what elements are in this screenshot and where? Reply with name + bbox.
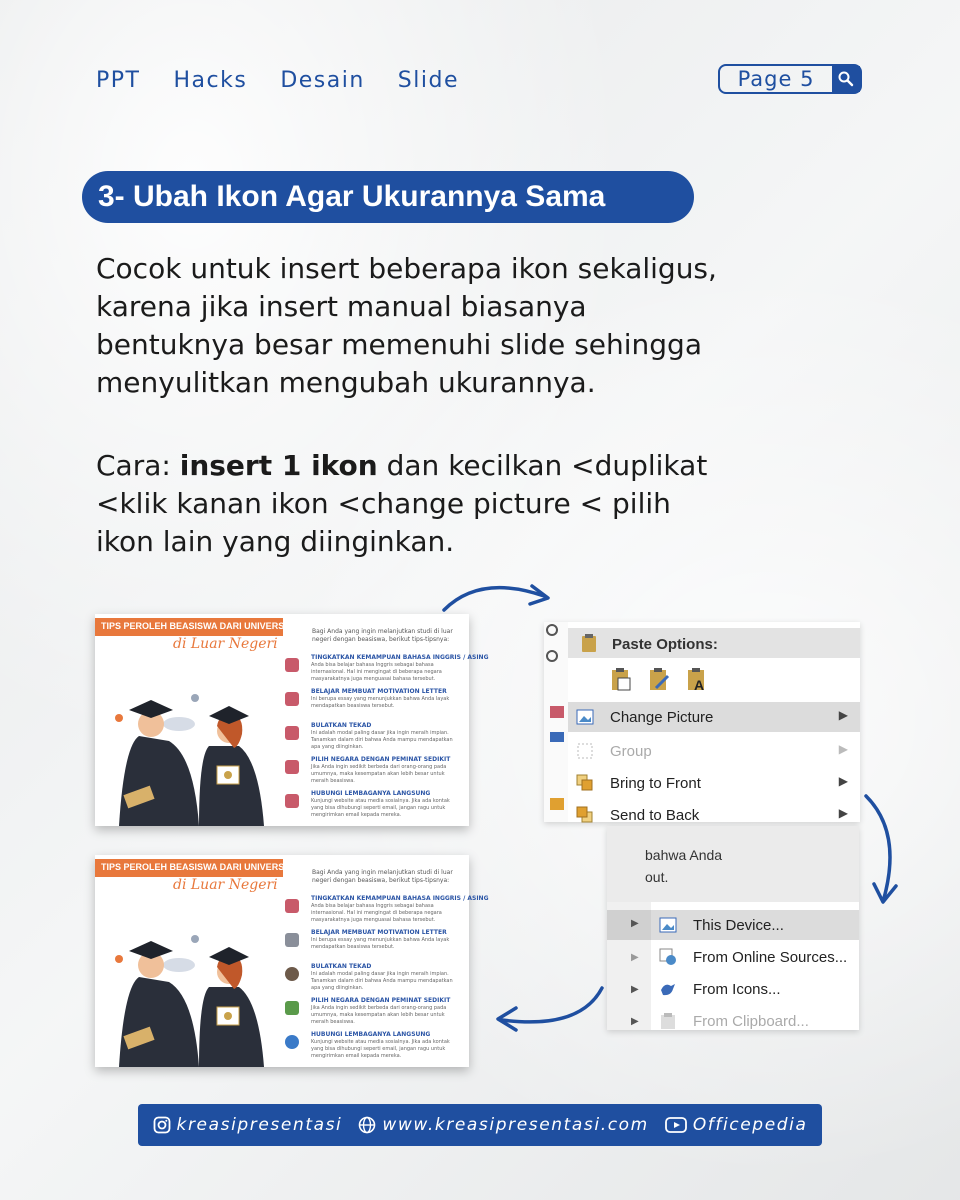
slide-subtitle: di Luar Negeri xyxy=(173,877,278,893)
slide-item-title: HUBUNGI LEMBAGANYA LANGSUNG xyxy=(311,1031,431,1038)
menu-item-change-picture[interactable] xyxy=(568,702,860,732)
slide-item-title: BULATKAN TEKAD xyxy=(311,963,372,970)
chevron-right-icon: ▶ xyxy=(838,806,848,820)
nav-item-desain: Desain xyxy=(280,68,365,93)
chevron-right-icon: ▶ xyxy=(631,984,639,995)
slide-item-desc: Kunjungi website atau media sosialnya. Jika ada kontak yang bisa dihubungi seperti email, jangan ragu untuk mengirimkan email kepada mereka. xyxy=(311,798,450,818)
paste-text-only-icon[interactable] xyxy=(686,666,708,692)
slide-item-title: BULATKAN TEKAD xyxy=(311,722,372,729)
change-picture-submenu xyxy=(607,826,859,1030)
slide-item-title: PILIH NEGARA DENGAN PEMINAT SEDIKIT xyxy=(311,997,451,1004)
website-url: www.kreasipresentasi.com xyxy=(382,1115,649,1135)
speech-bubble-icon xyxy=(285,692,299,706)
slide-banner-text: TIPS PEROLEH BEASISWA DARI UNIVERSITAS xyxy=(101,862,305,872)
steps-prefix: Cara: xyxy=(96,449,180,482)
menu-gutter xyxy=(544,622,568,822)
device-picture-icon xyxy=(659,916,677,934)
footer-website[interactable] xyxy=(358,1115,648,1135)
speech-bubble-icon xyxy=(285,726,299,740)
snippet-line: bahwa Anda xyxy=(645,847,723,863)
slide-item-desc: Jika Anda ingin sedikit berbeda dari orang-orang pada umumnya, maka kesempatan akan lebih besar untuk meraih beasiswa. xyxy=(311,1005,447,1025)
slide-text-snippet xyxy=(607,826,859,902)
submenu-item-label: This Device... xyxy=(693,917,784,934)
chevron-right-icon: ▶ xyxy=(631,1016,639,1027)
page-indicator xyxy=(718,64,862,94)
steps-line: ikon lain yang diinginkan. xyxy=(96,525,455,558)
chevron-right-icon: ▶ xyxy=(838,774,848,788)
speech-bubble-icon xyxy=(285,760,299,774)
globe-picture-icon xyxy=(659,948,677,966)
slide-item-desc: Anda bisa belajar bahasa Inggris sebagai bahasa internasional. Hal ini mengingat di beberapa negara masyarakatnya juga menguasai bahasa tersebut. xyxy=(311,662,442,682)
slide-intro: Bagi Anda yang ingin melanjutkan studi di luar negeri dengan beasiswa, berikut tips-tipsnya: xyxy=(312,628,453,643)
steps-bold: insert 1 ikon xyxy=(179,449,378,482)
instagram-handle: kreasipresentasi xyxy=(176,1115,343,1135)
clipboard-icon xyxy=(580,633,598,653)
slide-item-title: TINGKATKAN KEMAMPUAN BAHASA INGGRIS / ASING xyxy=(311,895,489,902)
slide-thumbnail-before xyxy=(95,614,489,826)
slide-item-desc: Anda bisa belajar bahasa Inggris sebagai bahasa internasional. Hal ini mengingat di beberapa negara masyarakatnya juga menguasai bahasa tersebut. xyxy=(311,903,442,923)
icons-bird-icon xyxy=(659,980,677,998)
youtube-channel: Officepedia xyxy=(692,1115,808,1135)
paste-options-label: Paste Options: xyxy=(612,636,718,653)
slide-item-desc: Ini berupa essay yang menunjukkan bahwa Anda layak mendapatkan beasiswa tersebut. xyxy=(311,696,450,709)
nav-item-ppt: PPT xyxy=(96,68,141,93)
submenu-item-online-sources[interactable] xyxy=(651,942,859,972)
footer-instagram[interactable] xyxy=(153,1115,343,1135)
graduates-illustration xyxy=(99,927,279,1067)
slide-item-title: HUBUNGI LEMBAGANYA LANGSUNG xyxy=(311,790,431,797)
youtube-icon xyxy=(665,1117,687,1133)
target-icon xyxy=(285,967,299,981)
submenu-item-label: From Online Sources... xyxy=(693,949,848,966)
slide-item-title: BELAJAR MEMBUAT MOTIVATION LETTER xyxy=(311,688,447,695)
group-icon xyxy=(576,742,594,760)
submenu-item-label: From Icons... xyxy=(693,981,781,998)
send-to-back-icon xyxy=(576,806,594,824)
menu-item-label: Change Picture xyxy=(610,709,714,726)
slide-item-desc: Jika Anda ingin sedikit berbeda dari orang-orang pada umumnya, maka kesempatan akan lebih besar untuk meraih beasiswa. xyxy=(311,764,447,784)
envelope-icon xyxy=(285,933,299,947)
nav-item-hacks: Hacks xyxy=(173,68,248,93)
chevron-right-icon: ▶ xyxy=(838,742,848,756)
description-line: karena jika insert manual biasanya xyxy=(96,290,587,323)
slide-item-desc: Ini berupa essay yang menunjukkan bahwa Anda layak mendapatkan beasiswa tersebut. xyxy=(311,937,450,950)
description-line: Cocok untuk insert beberapa ikon sekaligus, xyxy=(96,252,717,285)
speech-bubble-icon xyxy=(285,794,299,808)
slide-item-title: TINGKATKAN KEMAMPUAN BAHASA INGGRIS / ASING xyxy=(311,654,489,661)
picture-icon xyxy=(576,708,594,726)
clipboard-icon xyxy=(659,1012,677,1030)
description-line: bentuknya besar memenuhi slide sehingga xyxy=(96,328,702,361)
globe-icon xyxy=(358,1116,376,1134)
slide-item-desc: Ini adalah modal paling dasar jika ingin meraih impian. Tanamkan dalam diri bahwa Anda mampu mendapatkan apa yang diinginkan. xyxy=(311,730,453,750)
menu-item-label: Send to Back xyxy=(610,807,700,824)
instagram-icon xyxy=(153,1116,171,1134)
slide-thumbnail-after xyxy=(95,855,489,1067)
chevron-right-icon: ▶ xyxy=(631,918,639,929)
submenu-item-clipboard[interactable] xyxy=(651,1006,859,1036)
menu-item-bring-to-front[interactable] xyxy=(568,768,860,798)
slide-item-desc: Kunjungi website atau media sosialnya. Jika ada kontak yang bisa dihubungi seperti email, jangan ragu untuk mengirimkan email kepada mereka. xyxy=(311,1039,450,1059)
snippet-text xyxy=(645,844,722,888)
steps-paragraph xyxy=(96,447,776,561)
steps-rest: dan kecilkan <duplikat xyxy=(377,449,708,482)
description-paragraph xyxy=(96,250,816,402)
paste-keep-source-icon[interactable] xyxy=(610,666,632,692)
submenu-item-label: From Clipboard... xyxy=(693,1013,809,1030)
svg-text:A: A xyxy=(694,677,705,693)
submenu-item-this-device[interactable] xyxy=(651,910,859,940)
chevron-right-icon: ▶ xyxy=(631,952,639,963)
slide-item-title: PILIH NEGARA DENGAN PEMINAT SEDIKIT xyxy=(311,756,451,763)
steps-line xyxy=(96,447,776,485)
slide-subtitle: di Luar Negeri xyxy=(173,636,278,652)
top-nav xyxy=(96,68,459,93)
curved-arrow-right-icon xyxy=(440,574,560,614)
paste-options-header xyxy=(568,628,860,658)
flag-icon xyxy=(285,1001,299,1015)
nav-item-slide: Slide xyxy=(397,68,459,93)
chevron-right-icon: ▶ xyxy=(838,708,848,722)
description-line: menyulitkan mengubah ukurannya. xyxy=(96,366,596,399)
speech-bubble-icon xyxy=(285,658,299,672)
node-icon xyxy=(544,622,568,822)
footer-youtube[interactable] xyxy=(665,1115,808,1135)
curved-arrow-left-icon xyxy=(490,984,610,1034)
menu-item-label: Bring to Front xyxy=(610,775,701,792)
at-sign-icon xyxy=(285,1035,299,1049)
speech-bubble-icon xyxy=(285,899,299,913)
graduates-illustration xyxy=(99,686,279,826)
submenu-item-from-icons[interactable] xyxy=(651,974,859,1004)
footer-bar xyxy=(138,1104,822,1146)
page-label: Page 5 xyxy=(737,67,815,91)
slide-banner-text: TIPS PEROLEH BEASISWA DARI UNIVERSITAS xyxy=(101,621,305,631)
steps-line: <klik kanan ikon <change picture < pilih xyxy=(96,487,671,520)
context-menu xyxy=(544,622,860,822)
slide-item-desc: Ini adalah modal paling dasar jika ingin meraih impian. Tanamkan dalam diri bahwa Anda mampu mendapatkan apa yang diinginkan. xyxy=(311,971,453,991)
curved-arrow-down-icon xyxy=(862,792,912,912)
section-heading: 3- Ubah Ikon Agar Ukurannya Sama xyxy=(82,171,694,223)
paste-option-icons xyxy=(610,666,708,692)
slide-item-title: BELAJAR MEMBUAT MOTIVATION LETTER xyxy=(311,929,447,936)
submenu-selected-marker xyxy=(607,910,651,940)
bring-to-front-icon xyxy=(576,774,594,792)
menu-item-group[interactable] xyxy=(568,736,860,766)
menu-item-label: Group xyxy=(610,743,652,760)
snippet-line: out. xyxy=(645,869,669,885)
slide-intro: Bagi Anda yang ingin melanjutkan studi di luar negeri dengan beasiswa, berikut tips-tipsnya: xyxy=(312,869,453,884)
search-icon xyxy=(832,66,860,92)
paste-picture-icon[interactable] xyxy=(648,666,670,692)
